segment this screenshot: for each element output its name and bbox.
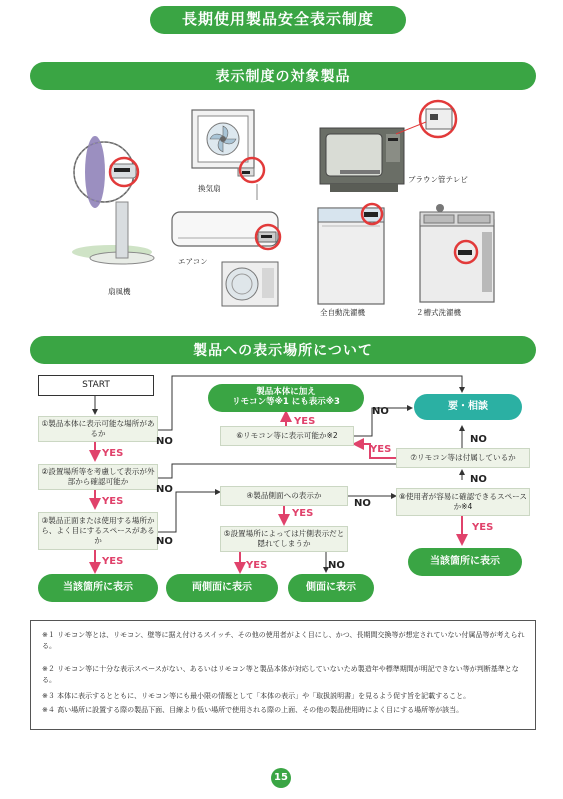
flow-q5: ⑤設置場所によっては片側表示だと隠れてしまうか [220,526,348,552]
result-both-sides: 両側面に表示 [166,574,278,602]
section-title-target-products: 表示制度の対象製品 [30,62,536,90]
note-1: ※１ リモコン等とは、リモコン、壁等に据え付けるスイッチ、その他の使用者がよく目にし、かつ、長期間交換等が想定されていない付属品等が考えられる。 [42,631,525,650]
product-label-washer-twin: ２槽式洗濯機 [416,308,461,317]
yes-label-q5: YES [246,560,268,571]
flow-q3: ③製品正面または使用する場所から、よく目にするスペースがあるか [38,512,158,550]
no-label-q1: NO [156,436,173,447]
result-place-right: 当該箇所に表示 [408,548,522,576]
page-title: 長期使用製品安全表示制度 [150,6,406,34]
result-remote-display [208,384,364,412]
product-label-ac: エアコン [178,257,208,266]
flow-q2: ②設置場所等を考慮して表示が外部から確認可能か [38,464,158,490]
flow-q6: ⑥リモコン等に表示可能か※2 [220,426,354,446]
flow-q8: ⑧使用者が容易に確認できるスペースか※4 [396,488,530,516]
no-label-q2: NO [156,484,173,495]
result-remote-line1: 製品本体に加え [256,387,316,398]
result-side: 側面に表示 [288,574,374,602]
yes-label-q2: YES [102,496,124,507]
yes-label-q4: YES [292,508,314,519]
page-number: 15 [271,768,291,788]
note-3: ※３ 本体に表示するとともに、リモコン等にも最小限の情報として「本体の表示」や「取扱説明書」を見るよう促す旨を記載すること。 [42,692,471,700]
flow-q4: ④製品側面への表示か [220,486,348,506]
note-2: ※２ リモコン等に十分な表示スペースがない、あるいはリモコン等と製品本体が対応していないため製造年や標準期間が明記できない等が判断基準となる。 [42,665,519,684]
no-label-q4: NO [354,498,371,509]
product-label-washer-auto: 全自動洗濯機 [320,308,365,317]
no-label-q6: NO [372,406,389,417]
no-label-q8: NO [470,474,487,485]
no-label-q5: NO [328,560,345,571]
yes-label-q3: YES [102,556,124,567]
yes-label-q8: YES [472,522,494,533]
yes-label-q6: YES [294,416,316,427]
no-label-q3: NO [156,536,173,547]
yes-label-q1: YES [102,448,124,459]
yes-label-q7: YES [370,444,392,455]
automatic-washer-illustration [318,204,384,304]
product-label-fan: 扇風機 [108,287,131,296]
flow-start: START [38,375,154,396]
twin-tub-washer-illustration [420,204,494,302]
fan-illustration [72,136,154,264]
section-title-display-location: 製品への表示場所について [30,336,536,364]
product-label-tv: ブラウン管テレビ [408,175,468,184]
note-4: ※４ 高い場所に設置する際の製品下面、目線より低い場所で使用される際の上面、その他の製品使用時によく目にする場所等が該当。 [42,706,464,714]
flow-q7: ⑦リモコン等は付属しているか [396,448,530,468]
flow-q1: ①製品本体に表示可能な場所があるか [38,416,158,442]
no-label-q7: NO [470,434,487,445]
product-label-vent: 換気扇 [198,184,221,193]
result-place-left: 当該箇所に表示 [38,574,158,602]
result-consult: 要・相談 [414,394,522,420]
product-illustrations [0,92,563,322]
result-remote-line2: リモコン等※1 にも表示※3 [232,397,340,407]
